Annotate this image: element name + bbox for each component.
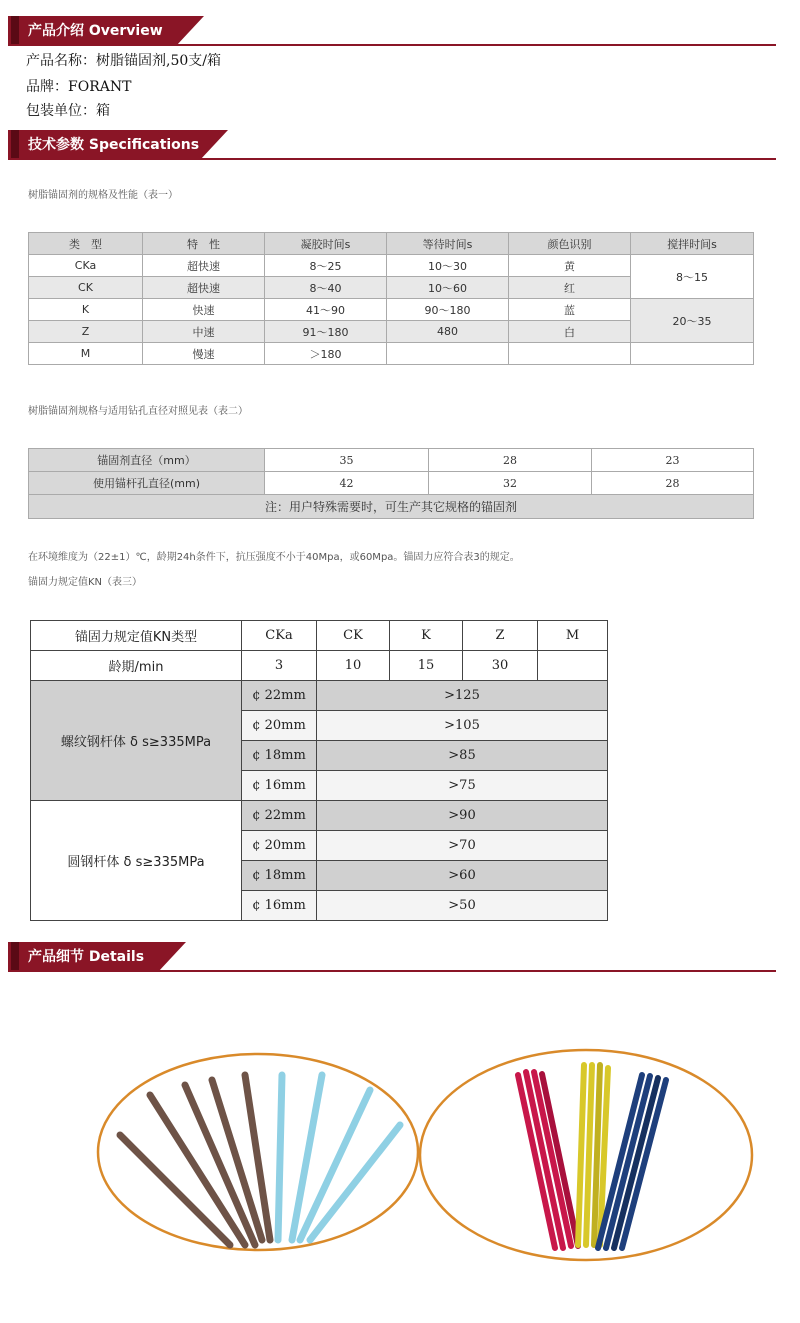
t1-head: 等待时间s bbox=[387, 233, 509, 255]
specs-title: 技术参数 Specifications bbox=[8, 130, 200, 160]
t3-cell: ¢ 22mm bbox=[242, 801, 317, 831]
t1-cell: 黄 bbox=[509, 255, 631, 277]
table2-caption: 树脂锚固剂规格与适用钻孔直径对照见表（表二） bbox=[28, 406, 248, 417]
t2-cell: 42 bbox=[265, 472, 429, 495]
t3-head: 锚固力规定值KN类型 bbox=[31, 621, 242, 651]
t1-head: 类 型 bbox=[29, 233, 143, 255]
t3-cell bbox=[538, 651, 608, 681]
t3-cell: ¢ 18mm bbox=[242, 861, 317, 891]
t1-cell: M bbox=[29, 343, 143, 365]
t1-cell: CK bbox=[29, 277, 143, 299]
t3-head: Z bbox=[463, 621, 538, 651]
table-row bbox=[31, 801, 608, 831]
t3-cell: 15 bbox=[390, 651, 463, 681]
product-brand: 品牌：FORANT bbox=[26, 79, 132, 95]
t1-head: 颜色识别 bbox=[509, 233, 631, 255]
t3-cell: >90 bbox=[317, 801, 608, 831]
t2-cell: 23 bbox=[592, 449, 754, 472]
t3-cell: >60 bbox=[317, 861, 608, 891]
t3-head: K bbox=[390, 621, 463, 651]
t1-cell: 红 bbox=[509, 277, 631, 299]
table-row bbox=[29, 299, 754, 321]
overview-title: 产品介绍 Overview bbox=[8, 16, 176, 46]
t3-cell: ¢ 18mm bbox=[242, 741, 317, 771]
t3-cell: 30 bbox=[463, 651, 538, 681]
t1-head: 凝胶时间s bbox=[265, 233, 387, 255]
t1-cell: Z bbox=[29, 321, 143, 343]
t3-head: M bbox=[538, 621, 608, 651]
table-row bbox=[31, 681, 608, 711]
anchor-force-table bbox=[30, 620, 608, 921]
overview-header bbox=[8, 16, 776, 50]
spec-table bbox=[28, 232, 754, 365]
t1-cell: 白 bbox=[509, 321, 631, 343]
t3-cell: >125 bbox=[317, 681, 608, 711]
t1-cell: 快速 bbox=[143, 299, 265, 321]
t2-cell: 32 bbox=[429, 472, 592, 495]
env-text: 在环境维度为（22±1）℃，龄期24h条件下，抗压强度不小于40Mpa，或60Mpa。锚固力应符合表3的规定。 bbox=[28, 552, 520, 563]
t1-cell: 中速 bbox=[143, 321, 265, 343]
t3-cell: 3 bbox=[242, 651, 317, 681]
t3-cell: 10 bbox=[317, 651, 390, 681]
t1-cell: 超快速 bbox=[143, 277, 265, 299]
t3-group-label: 螺纹钢杆体 δ s≥335MPa bbox=[31, 681, 242, 801]
t3-head: CK bbox=[317, 621, 390, 651]
t3-cell: >105 bbox=[317, 711, 608, 741]
details-header bbox=[8, 942, 776, 976]
table-row bbox=[29, 472, 754, 495]
product-photo bbox=[0, 1040, 800, 1280]
t2-cell: 28 bbox=[429, 449, 592, 472]
t1-head: 搅拌时间s bbox=[631, 233, 754, 255]
t1-cell: 10～60 bbox=[387, 277, 509, 299]
t3-cell: ¢ 16mm bbox=[242, 891, 317, 921]
t1-cell: 91～180 bbox=[265, 321, 387, 343]
product-name: 产品名称：树脂锚固剂,50支/箱 bbox=[26, 53, 221, 69]
t1-cell: 8～25 bbox=[265, 255, 387, 277]
t1-cell bbox=[387, 343, 509, 365]
t3-cell: >75 bbox=[317, 771, 608, 801]
t1-cell: 90～180 bbox=[387, 299, 509, 321]
t1-cell: 8～40 bbox=[265, 277, 387, 299]
table-row bbox=[29, 255, 754, 277]
t1-cell: 8～15 bbox=[631, 255, 754, 299]
t3-cell: 龄期/min bbox=[31, 651, 242, 681]
t1-cell: 蓝 bbox=[509, 299, 631, 321]
t3-head: CKa bbox=[242, 621, 317, 651]
packing-unit: 包装单位：箱 bbox=[26, 103, 110, 119]
t1-cell bbox=[509, 343, 631, 365]
t2-cell: 28 bbox=[592, 472, 754, 495]
table3-caption: 锚固力规定值KN（表三） bbox=[28, 577, 143, 588]
t2-cell: 35 bbox=[265, 449, 429, 472]
table-row bbox=[29, 495, 754, 519]
diameter-table bbox=[28, 448, 754, 519]
table-row bbox=[31, 621, 608, 651]
t1-cell: CKa bbox=[29, 255, 143, 277]
table-row bbox=[29, 343, 754, 365]
t1-head: 特 性 bbox=[143, 233, 265, 255]
table-row bbox=[31, 651, 608, 681]
specs-header bbox=[8, 130, 776, 164]
table-row bbox=[29, 449, 754, 472]
t1-cell: ＞180 bbox=[265, 343, 387, 365]
t1-cell: K bbox=[29, 299, 143, 321]
t3-cell: ¢ 16mm bbox=[242, 771, 317, 801]
t1-cell: 41～90 bbox=[265, 299, 387, 321]
t2-cell: 使用锚杆孔直径(mm) bbox=[29, 472, 265, 495]
t1-cell: 480 bbox=[387, 321, 509, 343]
t1-cell: 20～35 bbox=[631, 299, 754, 343]
t3-cell: >50 bbox=[317, 891, 608, 921]
t2-cell: 锚固剂直径（mm） bbox=[29, 449, 265, 472]
t1-cell: 超快速 bbox=[143, 255, 265, 277]
t3-cell: ¢ 20mm bbox=[242, 831, 317, 861]
table1-caption: 树脂锚固剂的规格及性能（表一） bbox=[28, 190, 178, 201]
red-resin-capsules bbox=[518, 1072, 578, 1248]
t2-note: 注：用户特殊需要时，可生产其它规格的锚固剂 bbox=[29, 495, 754, 519]
details-title: 产品细节 Details bbox=[8, 942, 158, 972]
t3-group-label: 圆钢杆体 δ s≥335MPa bbox=[31, 801, 242, 921]
t3-cell: ¢ 20mm bbox=[242, 711, 317, 741]
t1-cell: 慢速 bbox=[143, 343, 265, 365]
t3-cell: ¢ 22mm bbox=[242, 681, 317, 711]
t3-cell: >85 bbox=[317, 741, 608, 771]
t1-cell bbox=[631, 343, 754, 365]
t3-cell: >70 bbox=[317, 831, 608, 861]
t1-cell: 10～30 bbox=[387, 255, 509, 277]
